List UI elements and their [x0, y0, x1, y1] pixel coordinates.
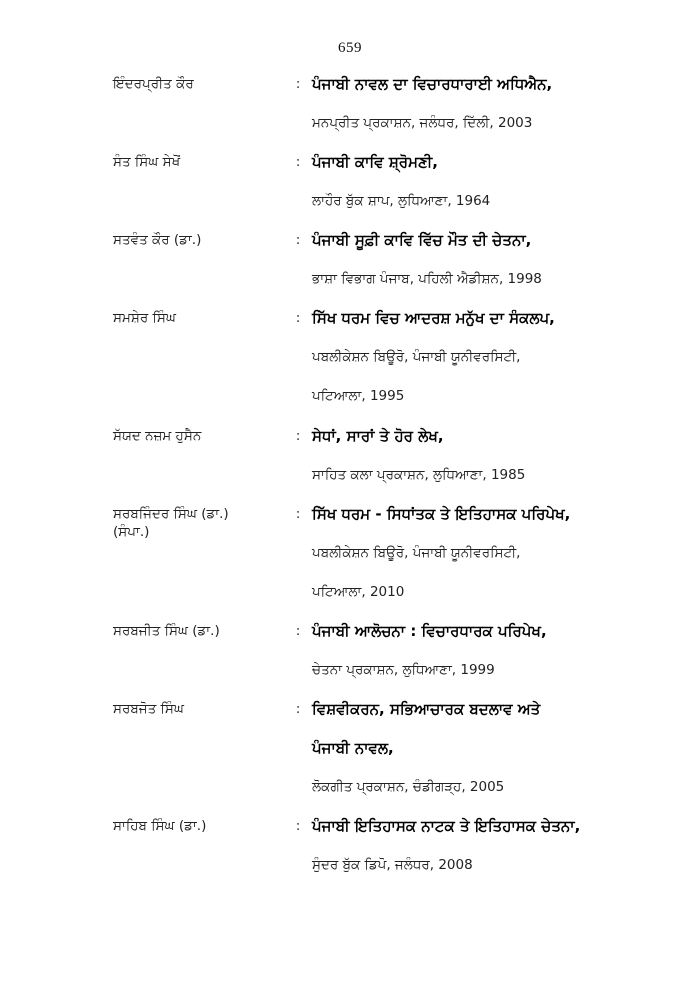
- entry-publisher: ਮਨਪ੍ਰੀਤ ਪ੍ਰਕਾਸ਼ਨ, ਜਲੰਧਰ, ਦਿੱਲੀ, 2003: [312, 115, 533, 131]
- entry-separator: :: [296, 701, 301, 717]
- page-number: 659: [338, 40, 362, 56]
- entry-publication-line: [0, 345, 700, 369]
- entry-publisher: ਪਟਿਆਲਾ, 1995: [312, 388, 405, 404]
- entry-author: ਸਰਬਜੋਤ ਸਿੰਘ: [113, 701, 184, 717]
- entry-title: ਸੇਧਾਂ, ਸਾਰਾਂ ਤੇ ਹੋਰ ਲੇਖ,: [312, 427, 444, 445]
- entry-publication-line: [0, 267, 700, 291]
- bibliography-entry: [0, 424, 700, 448]
- entry-publisher: ਲਾਹੌਰ ਬੁੱਕ ਸ਼ਾਪ, ਲੁਧਿਆਣਾ, 1964: [312, 193, 491, 209]
- entry-title: ਪੰਜਾਬੀ ਸੂਫ਼ੀ ਕਾਵਿ ਵਿੱਚ ਮੌਤ ਦੀ ਚੇਤਨਾ,: [312, 231, 532, 249]
- bibliography-entry: [0, 697, 700, 721]
- bibliography-entry: [0, 814, 700, 838]
- entry-publisher: ਪਟਿਆਲਾ, 2010: [312, 584, 405, 600]
- entry-title: ਵਿਸ਼ਵੀਕਰਨ, ਸਭਿਆਚਾਰਕ ਬਦਲਾਵ ਅਤੇ: [312, 700, 541, 718]
- entry-publication-line: [0, 775, 700, 799]
- bibliography-entry: [0, 306, 700, 330]
- entry-separator: :: [296, 623, 301, 639]
- entry-publisher: ਸਾਹਿਤ ਕਲਾ ਪ੍ਰਕਾਸ਼ਨ, ਲੁਧਿਆਣਾ, 1985: [312, 467, 526, 483]
- bibliography-entry: [0, 150, 700, 174]
- entry-title-continuation: [0, 736, 700, 760]
- entry-separator: :: [296, 76, 301, 92]
- entry-publisher: ਲੋਕਗੀਤ ਪ੍ਰਕਾਸ਼ਨ, ਚੰਡੀਗੜ੍ਹ, 2005: [312, 779, 505, 795]
- entry-author: ਸੰਤ ਸਿੰਘ ਸੇਖੋਂ: [113, 154, 181, 170]
- entry-publisher: ਸੁੰਦਰ ਬੁੱਕ ਡਿਪੋ, ਜਲੰਧਰ, 2008: [312, 857, 473, 873]
- entry-separator: :: [296, 232, 301, 248]
- entry-publication-line: [0, 658, 700, 682]
- bibliography-entry: [0, 619, 700, 643]
- entry-publication-line: [0, 463, 700, 487]
- entry-publisher: ਪਬਲੀਕੇਸ਼ਨ ਬਿਊਰੋ, ਪੰਜਾਬੀ ਯੂਨੀਵਰਸਿਟੀ,: [312, 545, 521, 561]
- entry-author: ਸਰਬਜੀਤ ਸਿੰਘ (ਡਾ.): [113, 623, 220, 639]
- bibliography-entry: [0, 72, 700, 96]
- entry-author: ਸਰਬਜਿੰਦਰ ਸਿੰਘ (ਡਾ.): [113, 506, 229, 522]
- entry-separator: :: [296, 506, 301, 522]
- entry-title: ਪੰਜਾਬੀ ਨਾਵਲ ਦਾ ਵਿਚਾਰਧਾਰਾਈ ਅਧਿਐਨ,: [312, 75, 553, 93]
- entry-publisher: ਚੇਤਨਾ ਪ੍ਰਕਾਸ਼ਨ, ਲੁਧਿਆਣਾ, 1999: [312, 662, 495, 678]
- entry-separator: :: [296, 154, 301, 170]
- entry-publication-line: [0, 384, 700, 408]
- entry-title: ਸਿੱਖ ਧਰਮ ਵਿਚ ਆਦਰਸ਼ ਮਨੁੱਖ ਦਾ ਸੰਕਲਪ,: [312, 309, 555, 327]
- entry-author: ਸੱਯਦ ਨਜ਼ਮ ਹੁਸੈਨ: [113, 428, 202, 444]
- entry-publication-line: [0, 853, 700, 877]
- entry-title: ਸਿੱਖ ਧਰਮ - ਸਿਧਾਂਤਕ ਤੇ ਇਤਿਹਾਸਕ ਪਰਿਪੇਖ,: [312, 505, 571, 523]
- entry-publication-line: [0, 580, 700, 604]
- entry-separator: :: [296, 310, 301, 326]
- entry-author: ਇੰਦਰਪ੍ਰੀਤ ਕੌਰ: [113, 76, 194, 92]
- entry-publication-line: [0, 111, 700, 135]
- bibliography-entry: [0, 228, 700, 252]
- entry-publisher: ਭਾਸ਼ਾ ਵਿਭਾਗ ਪੰਜਾਬ, ਪਹਿਲੀ ਐਡੀਸ਼ਨ, 1998: [312, 271, 542, 287]
- entry-publication-line: [0, 541, 700, 565]
- entry-title: ਪੰਜਾਬੀ ਇਤਿਹਾਸਕ ਨਾਟਕ ਤੇ ਇਤਿਹਾਸਕ ਚੇਤਨਾ,: [312, 817, 581, 835]
- entry-publication-line: [0, 189, 700, 213]
- entry-editor-note: (ਸੰਪਾ.): [113, 524, 150, 540]
- entry-author: ਸਾਹਿਬ ਸਿੰਘ (ਡਾ.): [113, 818, 207, 834]
- entry-title: ਪੰਜਾਬੀ ਕਾਵਿ ਸ਼੍ਰੋਮਣੀ,: [312, 153, 438, 171]
- entry-separator: :: [296, 818, 301, 834]
- entry-author: ਸਤਵੰਤ ਕੌਰ (ਡਾ.): [113, 232, 202, 248]
- entry-title: ਪੰਜਾਬੀ ਆਲੋਚਨਾ : ਵਿਚਾਰਧਾਰਕ ਪਰਿਪੇਖ,: [312, 622, 547, 640]
- entry-publisher: ਪਬਲੀਕੇਸ਼ਨ ਬਿਊਰੋ, ਪੰਜਾਬੀ ਯੂਨੀਵਰਸਿਟੀ,: [312, 349, 521, 365]
- entry-title: ਪੰਜਾਬੀ ਨਾਵਲ,: [312, 739, 394, 757]
- entry-author: ਸਮਸ਼ੇਰ ਸਿੰਘ: [113, 310, 176, 326]
- entry-separator: :: [296, 428, 301, 444]
